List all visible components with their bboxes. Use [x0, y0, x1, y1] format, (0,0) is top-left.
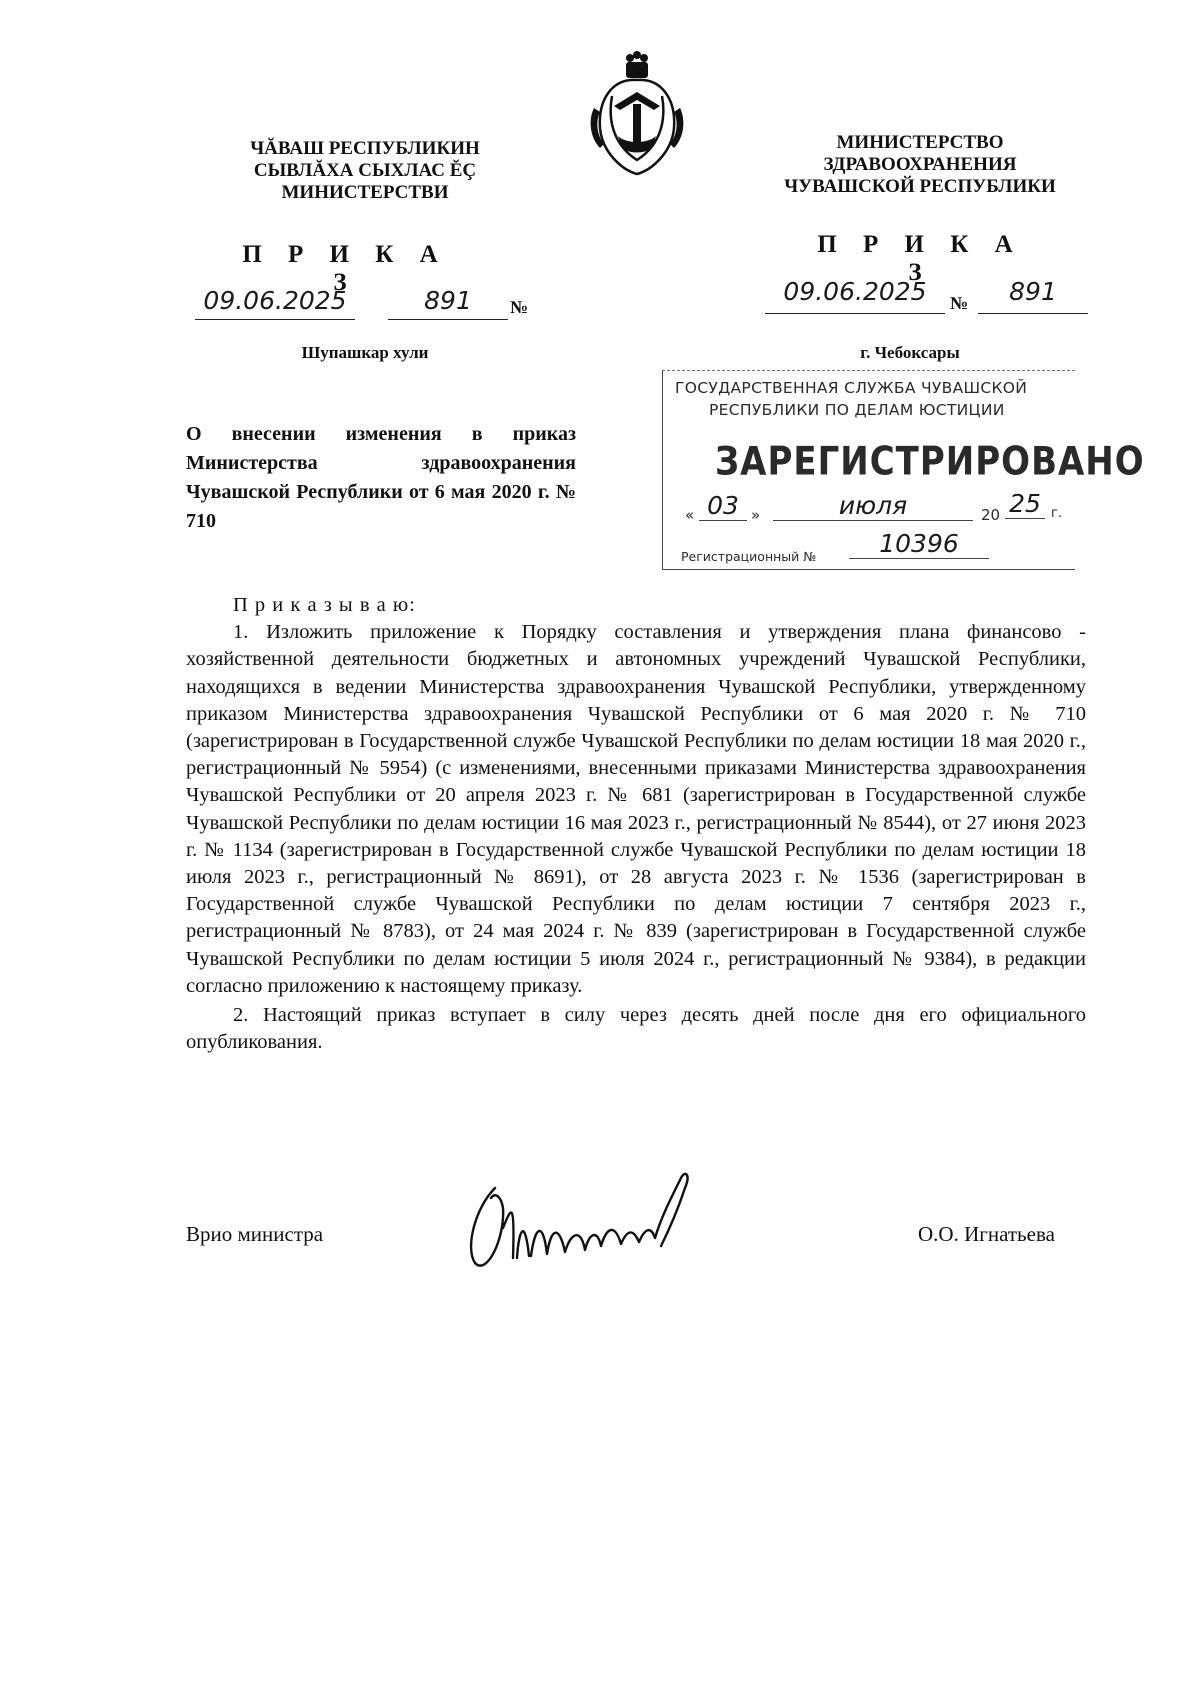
stamp-year-prefix: 20 — [981, 506, 1001, 524]
stamp-quote-close: » — [751, 506, 761, 524]
stamp-reg-number: 10396 — [849, 529, 989, 559]
order-number-right: 891 — [978, 277, 1088, 314]
stamp-status: ЗАРЕГИСТРИРОВАНО — [715, 439, 1145, 485]
header-right-line1: МИНИСТЕРСТВО — [836, 132, 1004, 153]
stamp-line2: РЕСПУБЛИКИ ПО ДЕЛАМ ЮСТИЦИИ — [709, 401, 1005, 419]
city-left: Шупашкар хули — [301, 343, 429, 362]
header-left — [170, 138, 560, 204]
signature-name: О.О. Игнатьева — [918, 1222, 1055, 1246]
city-right: г. Чебоксары — [860, 343, 960, 362]
signature-position: Врио министра — [186, 1222, 324, 1246]
document-title: О внесении изменения в приказ Министерства здравоохранения Чувашской Республики от 6 мая 2020 г. № 710 — [186, 423, 576, 532]
order-date-right: 09.06.2025 — [765, 277, 945, 314]
body-paragraph-1: 1. Изложить приложение к Порядку составления и утверждения плана финансово - хозяйственной деятельности бюджетных и автономных учреждений Чувашской Республики, находящихся в ведении Министерства здравоохранения Чувашской Республики, утвержденному приказом Министерства здравоохранения Чувашской Республики от 6 мая 2020 г. № 710 (зарегистрирован в Государственной службе Чувашской Республики по делам юстиции 18 мая 2020 г., регистрационный № 5954) (с изменениями, внесенными приказами Министерства здравоохранения Чувашской Республики от 20 апреля 2023 г. № 681 (зарегистрирован в Государственной службе Чувашской Республики по делам юстиции 16 мая 2023 г., регистрационный № 8544), от 27 июня 2023 г. № 1134 (зарегистрирован в Государственной службе Чувашской Республики по делам юстиции 18 июля 2023 г., регистрационный № 8691), от 28 августа 2023 г. № 1536 (зарегистрирован в Государственной службе Чувашской Республики по делам юстиции 7 сентября 2023 г., регистрационный № 8783), от 24 мая 2024 г. № 839 (зарегистрирован в Государственной службе Чувашской Республики по делам юстиции 5 июля 2024 г., регистрационный № 9384), в редакции согласно приложению к настоящему приказу. — [186, 621, 1086, 997]
header-right-line2: ЗДРАВООХРАНЕНИЯ — [823, 154, 1017, 175]
order-number-left: 891 — [388, 286, 508, 320]
header-left-line2: СЫВЛĂХА СЫХЛАС ĔÇ — [253, 160, 477, 181]
prikaz-left: П Р И К А З — [242, 241, 448, 296]
document-body — [186, 592, 1086, 1056]
header-left-line1: ЧĂВАШ РЕСПУБЛИКИН — [250, 138, 480, 159]
stamp-month: июля — [773, 491, 973, 521]
stamp-quote-open: « — [685, 506, 695, 524]
header-right-line3: ЧУВАШСКОЙ РЕСПУБЛИКИ — [784, 176, 1056, 197]
header-left-line3: МИНИСТЕРСТВИ — [281, 182, 449, 203]
body-intro: П р и к а з ы в а ю: — [233, 594, 416, 616]
order-date-left: 09.06.2025 — [195, 286, 355, 320]
coat-of-arms-icon — [582, 48, 692, 178]
stamp-year-unit: г. — [1051, 506, 1062, 521]
number-sign-left: № — [510, 297, 529, 317]
stamp-line1: ГОСУДАРСТВЕННАЯ СЛУЖБА ЧУВАШСКОЙ — [675, 379, 1028, 397]
handwritten-signature-icon — [455, 1168, 715, 1278]
prikaz-right: П Р И К А З — [817, 231, 1023, 286]
stamp-reg-label: Регистрационный № — [681, 549, 817, 564]
body-paragraph-2: 2. Настоящий приказ вступает в силу через десять дней после дня его официального опубликования. — [186, 1004, 1086, 1054]
stamp-year-suffix: 25 — [1005, 489, 1045, 519]
number-sign-right: № — [950, 293, 969, 313]
registration-stamp — [662, 370, 1145, 570]
header-right — [740, 132, 1100, 198]
stamp-day: 03 — [699, 491, 747, 521]
